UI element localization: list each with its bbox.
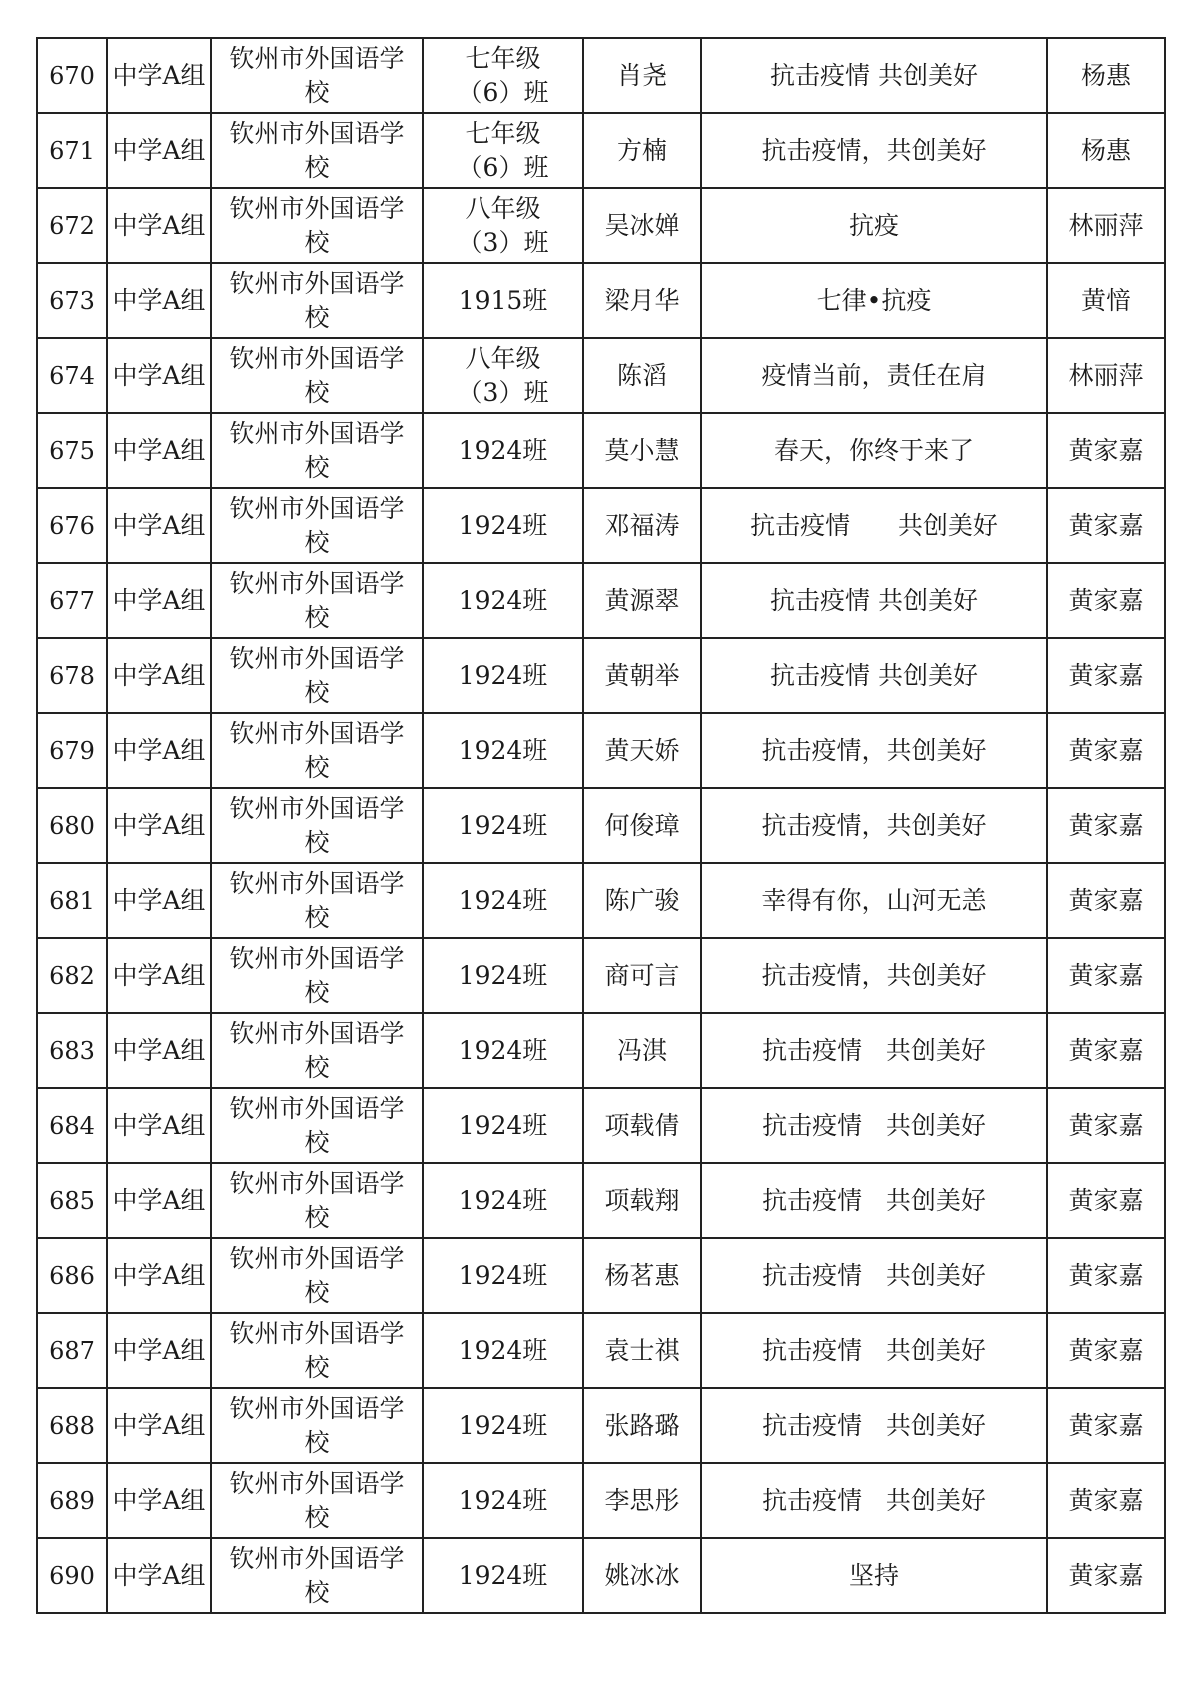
work-title-cell: 抗击疫情，共创美好 bbox=[701, 713, 1047, 788]
student-name-cell: 李思彤 bbox=[583, 1463, 701, 1538]
work-title-cell: 抗击疫情 共创美好 bbox=[701, 563, 1047, 638]
teacher-cell: 林丽萍 bbox=[1047, 338, 1165, 413]
class-cell: 1924班 bbox=[423, 863, 583, 938]
teacher-cell: 黄家嘉 bbox=[1047, 1238, 1165, 1313]
entry-number-cell: 679 bbox=[37, 713, 107, 788]
school-cell: 钦州市外国语学校 bbox=[211, 1313, 423, 1388]
work-title-cell: 抗击疫情 共创美好 bbox=[701, 1313, 1047, 1388]
table-row bbox=[37, 1538, 1165, 1613]
teacher-cell: 黄家嘉 bbox=[1047, 788, 1165, 863]
table-row bbox=[37, 488, 1165, 563]
school-cell: 钦州市外国语学校 bbox=[211, 563, 423, 638]
class-cell: 1924班 bbox=[423, 1313, 583, 1388]
table-row bbox=[37, 113, 1165, 188]
class-cell: 八年级 （3）班 bbox=[423, 338, 583, 413]
student-name-cell: 姚冰冰 bbox=[583, 1538, 701, 1613]
student-name-cell: 杨茗惠 bbox=[583, 1238, 701, 1313]
work-title-cell: 抗击疫情 共创美好 bbox=[701, 1088, 1047, 1163]
class-cell: 1924班 bbox=[423, 938, 583, 1013]
class-cell: 1924班 bbox=[423, 1088, 583, 1163]
class-cell: 1924班 bbox=[423, 1463, 583, 1538]
teacher-cell: 杨惠 bbox=[1047, 38, 1165, 113]
school-cell: 钦州市外国语学校 bbox=[211, 488, 423, 563]
teacher-cell: 黄家嘉 bbox=[1047, 1313, 1165, 1388]
group-cell: 中学A组 bbox=[107, 1538, 211, 1613]
student-name-cell: 莫小慧 bbox=[583, 413, 701, 488]
school-cell: 钦州市外国语学校 bbox=[211, 938, 423, 1013]
class-cell: 1924班 bbox=[423, 713, 583, 788]
group-cell: 中学A组 bbox=[107, 713, 211, 788]
class-cell: 1924班 bbox=[423, 563, 583, 638]
group-cell: 中学A组 bbox=[107, 263, 211, 338]
school-cell: 钦州市外国语学校 bbox=[211, 413, 423, 488]
student-name-cell: 陈滔 bbox=[583, 338, 701, 413]
class-cell: 1915班 bbox=[423, 263, 583, 338]
student-name-cell: 吴冰婵 bbox=[583, 188, 701, 263]
work-title-cell: 坚持 bbox=[701, 1538, 1047, 1613]
school-cell: 钦州市外国语学校 bbox=[211, 113, 423, 188]
group-cell: 中学A组 bbox=[107, 488, 211, 563]
teacher-cell: 黄家嘉 bbox=[1047, 938, 1165, 1013]
school-cell: 钦州市外国语学校 bbox=[211, 1013, 423, 1088]
teacher-cell: 黄家嘉 bbox=[1047, 1013, 1165, 1088]
entry-number-cell: 672 bbox=[37, 188, 107, 263]
entry-number-cell: 687 bbox=[37, 1313, 107, 1388]
work-title-cell: 抗击疫情 共创美好 bbox=[701, 1238, 1047, 1313]
class-cell: 1924班 bbox=[423, 788, 583, 863]
student-name-cell: 商可言 bbox=[583, 938, 701, 1013]
class-cell: 1924班 bbox=[423, 488, 583, 563]
group-cell: 中学A组 bbox=[107, 1463, 211, 1538]
entry-number-cell: 676 bbox=[37, 488, 107, 563]
entry-number-cell: 680 bbox=[37, 788, 107, 863]
table-row bbox=[37, 1238, 1165, 1313]
student-name-cell: 项载翔 bbox=[583, 1163, 701, 1238]
school-cell: 钦州市外国语学校 bbox=[211, 788, 423, 863]
school-cell: 钦州市外国语学校 bbox=[211, 1463, 423, 1538]
teacher-cell: 黄家嘉 bbox=[1047, 563, 1165, 638]
table-row bbox=[37, 1463, 1165, 1538]
student-name-cell: 袁士祺 bbox=[583, 1313, 701, 1388]
student-name-cell: 肖尧 bbox=[583, 38, 701, 113]
teacher-cell: 黄愔 bbox=[1047, 263, 1165, 338]
student-name-cell: 邓福涛 bbox=[583, 488, 701, 563]
teacher-cell: 黄家嘉 bbox=[1047, 488, 1165, 563]
work-title-cell: 疫情当前，责任在肩 bbox=[701, 338, 1047, 413]
entry-number-cell: 686 bbox=[37, 1238, 107, 1313]
group-cell: 中学A组 bbox=[107, 1313, 211, 1388]
class-cell: 1924班 bbox=[423, 413, 583, 488]
school-cell: 钦州市外国语学校 bbox=[211, 1163, 423, 1238]
school-cell: 钦州市外国语学校 bbox=[211, 863, 423, 938]
work-title-cell: 抗疫 bbox=[701, 188, 1047, 263]
table-row bbox=[37, 1163, 1165, 1238]
group-cell: 中学A组 bbox=[107, 1163, 211, 1238]
work-title-cell: 抗击疫情，共创美好 bbox=[701, 788, 1047, 863]
work-title-cell: 抗击疫情 共创美好 bbox=[701, 638, 1047, 713]
student-name-cell: 方楠 bbox=[583, 113, 701, 188]
teacher-cell: 黄家嘉 bbox=[1047, 638, 1165, 713]
student-name-cell: 陈广骏 bbox=[583, 863, 701, 938]
student-name-cell: 梁月华 bbox=[583, 263, 701, 338]
entry-number-cell: 682 bbox=[37, 938, 107, 1013]
school-cell: 钦州市外国语学校 bbox=[211, 1238, 423, 1313]
table-row bbox=[37, 188, 1165, 263]
school-cell: 钦州市外国语学校 bbox=[211, 338, 423, 413]
class-cell: 1924班 bbox=[423, 1238, 583, 1313]
group-cell: 中学A组 bbox=[107, 638, 211, 713]
student-name-cell: 冯淇 bbox=[583, 1013, 701, 1088]
table-row bbox=[37, 338, 1165, 413]
teacher-cell: 杨惠 bbox=[1047, 113, 1165, 188]
student-name-cell: 何俊璋 bbox=[583, 788, 701, 863]
entries-table-body bbox=[37, 38, 1165, 1613]
entry-number-cell: 688 bbox=[37, 1388, 107, 1463]
school-cell: 钦州市外国语学校 bbox=[211, 188, 423, 263]
school-cell: 钦州市外国语学校 bbox=[211, 1388, 423, 1463]
student-name-cell: 黄朝举 bbox=[583, 638, 701, 713]
class-cell: 1924班 bbox=[423, 1388, 583, 1463]
group-cell: 中学A组 bbox=[107, 938, 211, 1013]
table-row bbox=[37, 263, 1165, 338]
teacher-cell: 黄家嘉 bbox=[1047, 1538, 1165, 1613]
student-name-cell: 黄天娇 bbox=[583, 713, 701, 788]
entry-number-cell: 684 bbox=[37, 1088, 107, 1163]
entry-number-cell: 677 bbox=[37, 563, 107, 638]
entry-number-cell: 675 bbox=[37, 413, 107, 488]
work-title-cell: 抗击疫情，共创美好 bbox=[701, 113, 1047, 188]
teacher-cell: 黄家嘉 bbox=[1047, 1163, 1165, 1238]
group-cell: 中学A组 bbox=[107, 338, 211, 413]
table-row bbox=[37, 38, 1165, 113]
school-cell: 钦州市外国语学校 bbox=[211, 713, 423, 788]
school-cell: 钦州市外国语学校 bbox=[211, 38, 423, 113]
entry-number-cell: 685 bbox=[37, 1163, 107, 1238]
table-row bbox=[37, 938, 1165, 1013]
class-cell: 1924班 bbox=[423, 1163, 583, 1238]
table-row bbox=[37, 713, 1165, 788]
class-cell: 七年级 （6）班 bbox=[423, 113, 583, 188]
entries-table bbox=[36, 37, 1166, 1614]
class-cell: 1924班 bbox=[423, 1538, 583, 1613]
table-row bbox=[37, 1088, 1165, 1163]
entry-number-cell: 671 bbox=[37, 113, 107, 188]
entry-number-cell: 681 bbox=[37, 863, 107, 938]
class-cell: 八年级 （3）班 bbox=[423, 188, 583, 263]
teacher-cell: 黄家嘉 bbox=[1047, 1388, 1165, 1463]
group-cell: 中学A组 bbox=[107, 1388, 211, 1463]
table-row bbox=[37, 563, 1165, 638]
entry-number-cell: 689 bbox=[37, 1463, 107, 1538]
group-cell: 中学A组 bbox=[107, 413, 211, 488]
student-name-cell: 张路璐 bbox=[583, 1388, 701, 1463]
work-title-cell: 抗击疫情 共创美好 bbox=[701, 1388, 1047, 1463]
group-cell: 中学A组 bbox=[107, 788, 211, 863]
group-cell: 中学A组 bbox=[107, 113, 211, 188]
table-row bbox=[37, 1313, 1165, 1388]
table-row bbox=[37, 413, 1165, 488]
teacher-cell: 黄家嘉 bbox=[1047, 1088, 1165, 1163]
school-cell: 钦州市外国语学校 bbox=[211, 1088, 423, 1163]
school-cell: 钦州市外国语学校 bbox=[211, 638, 423, 713]
table-row bbox=[37, 638, 1165, 713]
group-cell: 中学A组 bbox=[107, 1238, 211, 1313]
group-cell: 中学A组 bbox=[107, 188, 211, 263]
class-cell: 七年级 （6）班 bbox=[423, 38, 583, 113]
work-title-cell: 抗击疫情 共创美好 bbox=[701, 1013, 1047, 1088]
class-cell: 1924班 bbox=[423, 638, 583, 713]
student-name-cell: 项载倩 bbox=[583, 1088, 701, 1163]
group-cell: 中学A组 bbox=[107, 863, 211, 938]
work-title-cell: 七律•抗疫 bbox=[701, 263, 1047, 338]
table-row bbox=[37, 1013, 1165, 1088]
school-cell: 钦州市外国语学校 bbox=[211, 1538, 423, 1613]
class-cell: 1924班 bbox=[423, 1013, 583, 1088]
work-title-cell: 春天，你终于来了 bbox=[701, 413, 1047, 488]
entry-number-cell: 683 bbox=[37, 1013, 107, 1088]
teacher-cell: 黄家嘉 bbox=[1047, 713, 1165, 788]
work-title-cell: 抗击疫情 共创美好 bbox=[701, 488, 1047, 563]
work-title-cell: 抗击疫情 共创美好 bbox=[701, 1463, 1047, 1538]
table-row bbox=[37, 863, 1165, 938]
teacher-cell: 黄家嘉 bbox=[1047, 863, 1165, 938]
teacher-cell: 林丽萍 bbox=[1047, 188, 1165, 263]
work-title-cell: 幸得有你，山河无恙 bbox=[701, 863, 1047, 938]
table-row bbox=[37, 1388, 1165, 1463]
work-title-cell: 抗击疫情，共创美好 bbox=[701, 938, 1047, 1013]
entry-number-cell: 674 bbox=[37, 338, 107, 413]
group-cell: 中学A组 bbox=[107, 1088, 211, 1163]
teacher-cell: 黄家嘉 bbox=[1047, 413, 1165, 488]
entry-number-cell: 673 bbox=[37, 263, 107, 338]
work-title-cell: 抗击疫情 共创美好 bbox=[701, 1163, 1047, 1238]
entry-number-cell: 670 bbox=[37, 38, 107, 113]
group-cell: 中学A组 bbox=[107, 38, 211, 113]
group-cell: 中学A组 bbox=[107, 563, 211, 638]
work-title-cell: 抗击疫情 共创美好 bbox=[701, 38, 1047, 113]
teacher-cell: 黄家嘉 bbox=[1047, 1463, 1165, 1538]
entry-number-cell: 678 bbox=[37, 638, 107, 713]
student-name-cell: 黄源翠 bbox=[583, 563, 701, 638]
entry-number-cell: 690 bbox=[37, 1538, 107, 1613]
school-cell: 钦州市外国语学校 bbox=[211, 263, 423, 338]
group-cell: 中学A组 bbox=[107, 1013, 211, 1088]
table-row bbox=[37, 788, 1165, 863]
